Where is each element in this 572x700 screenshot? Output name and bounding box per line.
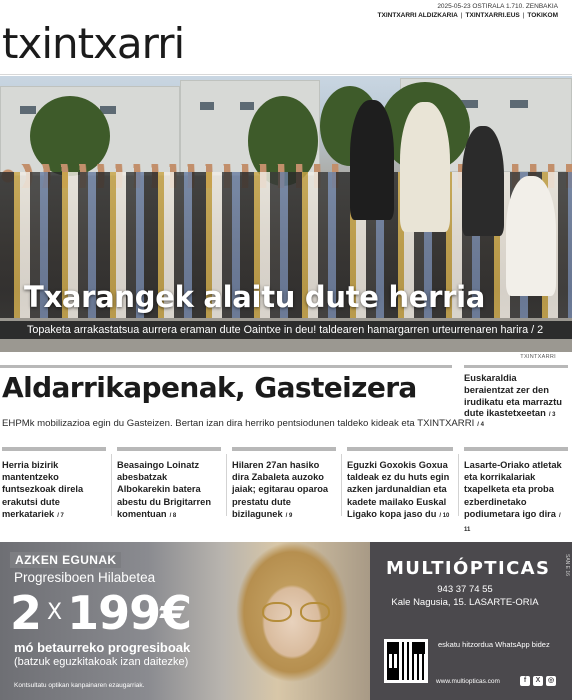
hero-headline[interactable]: Txarangek alaitu dute herria <box>24 280 486 314</box>
ad-whatsapp-text: eskatu hitzordua WhatsApp bidez <box>438 640 550 649</box>
ad-description-note: (batzuk eguzkitakoak izan daitezke) <box>14 656 189 668</box>
main-summary: EHPMk mobilizazioa egin du Gasteizen. Bertan izan dira herriko pentsiodunen taldeko kideak eta TXINTXARRI / 4 <box>2 418 484 429</box>
ad-phone: 943 37 74 55 <box>437 584 493 595</box>
logo-divider <box>0 74 572 75</box>
advertisement[interactable] <box>0 542 572 700</box>
ad-side-note: SAN E 16 <box>564 554 570 576</box>
main-page-ref: / 4 <box>477 422 484 428</box>
instagram-icon[interactable]: ◎ <box>547 677 555 684</box>
brief-choir[interactable]: Beasaingo Loinatz abesbatzak Albokarekin batera abestu du Brigitarren komentuan / 8 <box>117 447 221 519</box>
ad-badge: AZKEN EGUNAK <box>10 552 121 568</box>
photo-credit: TXINTXARRI <box>520 354 556 360</box>
brief-eguzki[interactable]: Eguzki Goxokis Goxua taldeak ez du huts egin azken jardunaldian eta kadete mailako Euskal Ligako kopa jaso du / 10 <box>347 447 453 519</box>
side-story[interactable]: Euskaraldia beraientzat zer den irudikatu eta marraztu dute ikastetxeetan / 3 <box>464 372 562 419</box>
ad-brand-logo[interactable]: MULTIÓPTICAS <box>386 558 551 579</box>
link-magazine[interactable]: TXINTXARRI ALDIZKARIA <box>377 12 458 19</box>
brief-zabaleta[interactable]: Hilaren 27an hasiko dira Zabaleta auzoko jaiak; egitarau oparoa prestatu dute bizilagunek / 9 <box>232 447 336 519</box>
link-website[interactable]: TXINTXARRI.EUS <box>465 12 520 19</box>
logo[interactable]: txintxarri <box>2 19 185 68</box>
link-tokikom[interactable]: TOKIKOM <box>527 12 558 19</box>
ad-social-icons <box>520 676 556 686</box>
x-icon[interactable]: X <box>533 676 543 686</box>
main-story-rule <box>0 365 452 368</box>
qr-code-icon[interactable] <box>384 639 428 683</box>
ad-contact-panel <box>370 542 572 700</box>
ad-address: Kale Nagusia, 15. LASARTE-ORIA <box>391 597 539 608</box>
glasses-icon <box>262 602 334 622</box>
ad-url[interactable]: www.multiopticas.com <box>436 678 500 685</box>
brief-merchants[interactable]: Herria bizirik mantentzeko funtsezkoak direla erakutsi dute merkatariek / 7 <box>2 447 106 519</box>
main-headline[interactable]: Aldarrikapenak, Gasteizera <box>2 371 417 404</box>
facebook-icon[interactable]: f <box>520 676 530 686</box>
ad-product: Progresiboen Hilabetea <box>14 570 156 585</box>
masthead-meta: 2025-05-23 OSTIRALA 1.710. ZENBAKIA TXINTXARRI ALDIZKARIA | TXINTXARRI.EUS | TOKIKOM <box>377 3 558 19</box>
hero-caption: Topaketa arrakastatsua aurrera eraman dute Oaintxe in deu! taldearen hamargarren urteurrenaren harira / 2 <box>27 324 544 336</box>
side-page-ref: / 3 <box>548 412 556 419</box>
side-story-rule <box>464 365 568 368</box>
brief-athletes[interactable]: Lasarte-Oriako atletak eta korrikalariak txapelketa eta proba ezberdinetako podiumetara igo dira / 11 <box>464 447 568 519</box>
issue-date: 2025-05-23 OSTIRALA 1.710. ZENBAKIA <box>437 3 558 10</box>
ad-fine-print: Kontsultatu optikan kanpainaren ezaugarriak. <box>14 682 145 689</box>
ad-price: 2 $^X$ 199€ <box>10 586 192 640</box>
ad-description: mó betaurreko progresiboak <box>14 640 191 655</box>
